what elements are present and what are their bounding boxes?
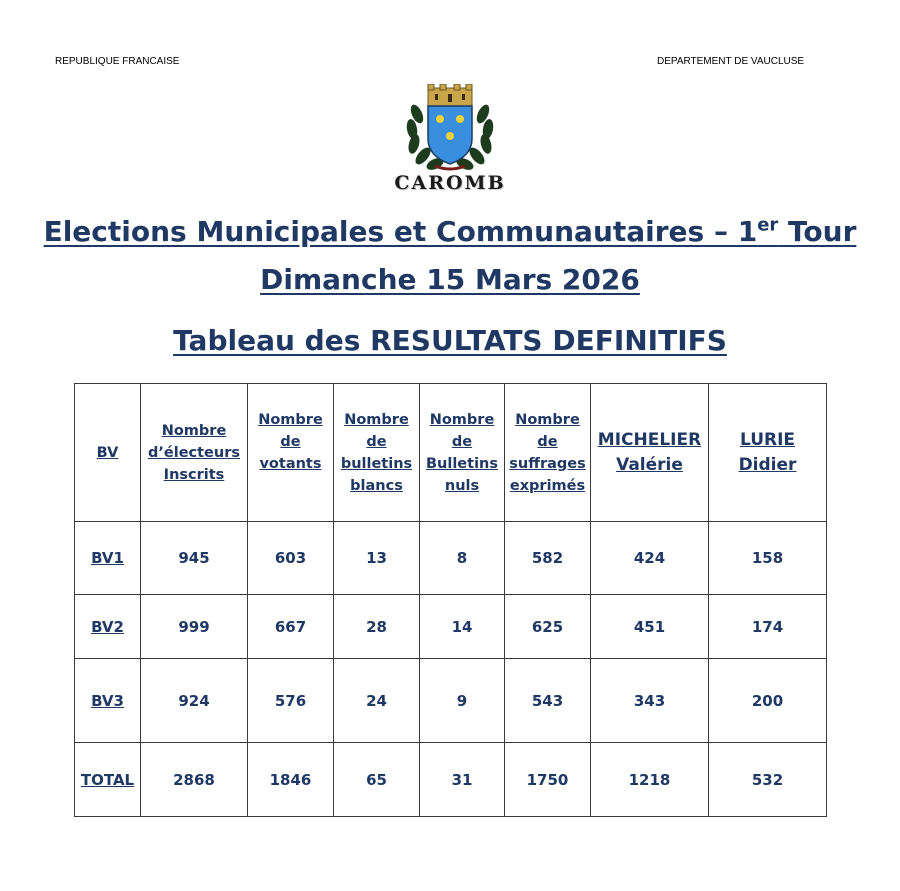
cell-michelier: 343: [591, 659, 709, 743]
table-title: Tableau des RESULTATS DEFINITIFS: [173, 324, 727, 357]
election-date: Dimanche 15 Mars 2026: [260, 263, 640, 296]
header-votants: Nombre de votants: [248, 384, 334, 522]
header-blancs: Nombre de bulletins blancs: [334, 384, 420, 522]
cell-michelier: 451: [591, 595, 709, 659]
cell-blancs: 28: [334, 595, 420, 659]
cell-lurie: 174: [709, 595, 827, 659]
header-candidate-michelier: MICHELIER Valérie: [591, 384, 709, 522]
cell-bv: TOTAL: [75, 743, 141, 817]
cell-michelier: 424: [591, 522, 709, 595]
cell-blancs: 13: [334, 522, 420, 595]
table-header-row: [75, 384, 827, 522]
cell-votants: 603: [248, 522, 334, 595]
cell-votants: 576: [248, 659, 334, 743]
cell-exprimes: 1750: [505, 743, 591, 817]
cell-blancs: 65: [334, 743, 420, 817]
header-candidate-lurie: LURIE Didier: [709, 384, 827, 522]
cell-nuls: 31: [420, 743, 505, 817]
cell-exprimes: 543: [505, 659, 591, 743]
page-title: Elections Municipales et Communautaires – 1er Tour: [43, 214, 857, 248]
cell-blancs: 24: [334, 659, 420, 743]
cell-inscrits: 945: [141, 522, 248, 595]
cell-bv: BV1: [75, 522, 141, 595]
town-name: CAROMB: [394, 172, 506, 194]
cell-michelier: 1218: [591, 743, 709, 817]
cell-inscrits: 999: [141, 595, 248, 659]
cell-nuls: 8: [420, 522, 505, 595]
cell-lurie: 200: [709, 659, 827, 743]
header-exprimes: Nombre de suffrages exprimés: [505, 384, 591, 522]
header-republique: REPUBLIQUE FRANCAISE: [55, 56, 180, 67]
cell-votants: 667: [248, 595, 334, 659]
cell-nuls: 9: [420, 659, 505, 743]
cell-bv: BV2: [75, 595, 141, 659]
cell-bv: BV3: [75, 659, 141, 743]
table-row: [75, 659, 827, 743]
cell-votants: 1846: [248, 743, 334, 817]
header-departement: DEPARTEMENT DE VAUCLUSE: [657, 56, 805, 67]
cell-inscrits: 924: [141, 659, 248, 743]
table-row: [75, 595, 827, 659]
cell-lurie: 532: [709, 743, 827, 817]
cell-lurie: 158: [709, 522, 827, 595]
cell-nuls: 14: [420, 595, 505, 659]
header-nuls: Nombre de Bulletins nuls: [420, 384, 505, 522]
header-inscrits: Nombre d’électeurs Inscrits: [141, 384, 248, 522]
results-table: [74, 383, 827, 817]
table-row-total: [75, 743, 827, 817]
cell-exprimes: 625: [505, 595, 591, 659]
cell-inscrits: 2868: [141, 743, 248, 817]
cell-exprimes: 582: [505, 522, 591, 595]
header-bv: BV: [75, 384, 141, 522]
table-row: [75, 522, 827, 595]
